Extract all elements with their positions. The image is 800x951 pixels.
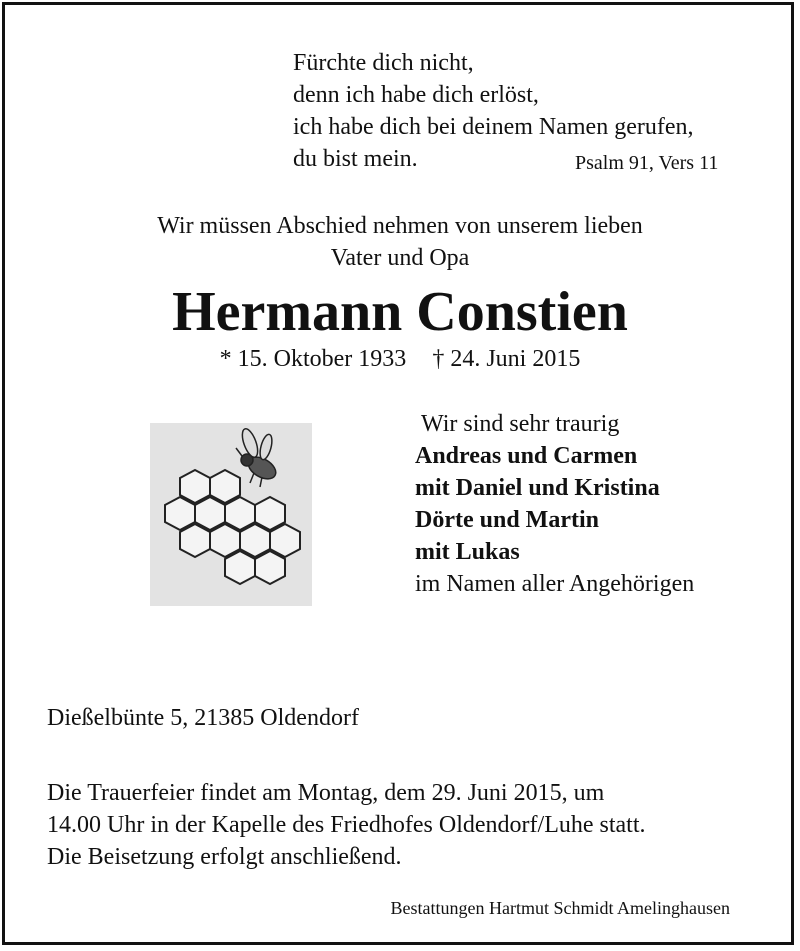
verse-reference: Psalm 91, Vers 11 [575, 152, 719, 174]
service-line: 14.00 Uhr in der Kapelle des Friedhofes Oldendorf/Luhe statt. [47, 812, 646, 838]
verse-line: du bist mein. [293, 146, 418, 172]
verse-line: ich habe dich bei deinem Namen gerufen, [293, 114, 694, 140]
life-dates [0, 346, 800, 373]
mourner-name: Dörte und Martin [415, 507, 599, 533]
undertaker: Bestattungen Hartmut Schmidt Amelinghausen [390, 898, 730, 918]
mourner-name: mit Lukas [415, 539, 520, 565]
mourners-block [415, 408, 694, 600]
address: Dießelbünte 5, 21385 Oldendorf [47, 705, 359, 731]
service-line: Die Trauerfeier findet am Montag, dem 29. Juni 2015, um [47, 780, 605, 806]
mourners-closing: im Namen aller Angehörigen [415, 571, 695, 597]
mourner-name: Andreas und Carmen [415, 443, 638, 469]
service-info [47, 777, 646, 873]
mourners-intro: Wir sind sehr traurig [421, 411, 620, 437]
mourner-name: mit Daniel und Kristina [415, 475, 660, 501]
birth-date: * 15. Oktober 1933 [219, 346, 407, 372]
intro-line: Vater und Opa [330, 245, 470, 271]
deceased-name: Hermann Constien [172, 281, 628, 343]
verse-line: denn ich habe dich erlöst, [293, 82, 539, 108]
verse-line: Fürchte dich nicht, [293, 50, 474, 76]
service-line: Die Beisetzung erfolgt anschließend. [47, 844, 402, 870]
death-date: † 24. Juni 2015 [432, 346, 581, 372]
intro-text [0, 210, 800, 274]
intro-line: Wir müssen Abschied nehmen von unserem lieben [157, 213, 643, 239]
bee-honeycomb-icon [150, 423, 312, 606]
